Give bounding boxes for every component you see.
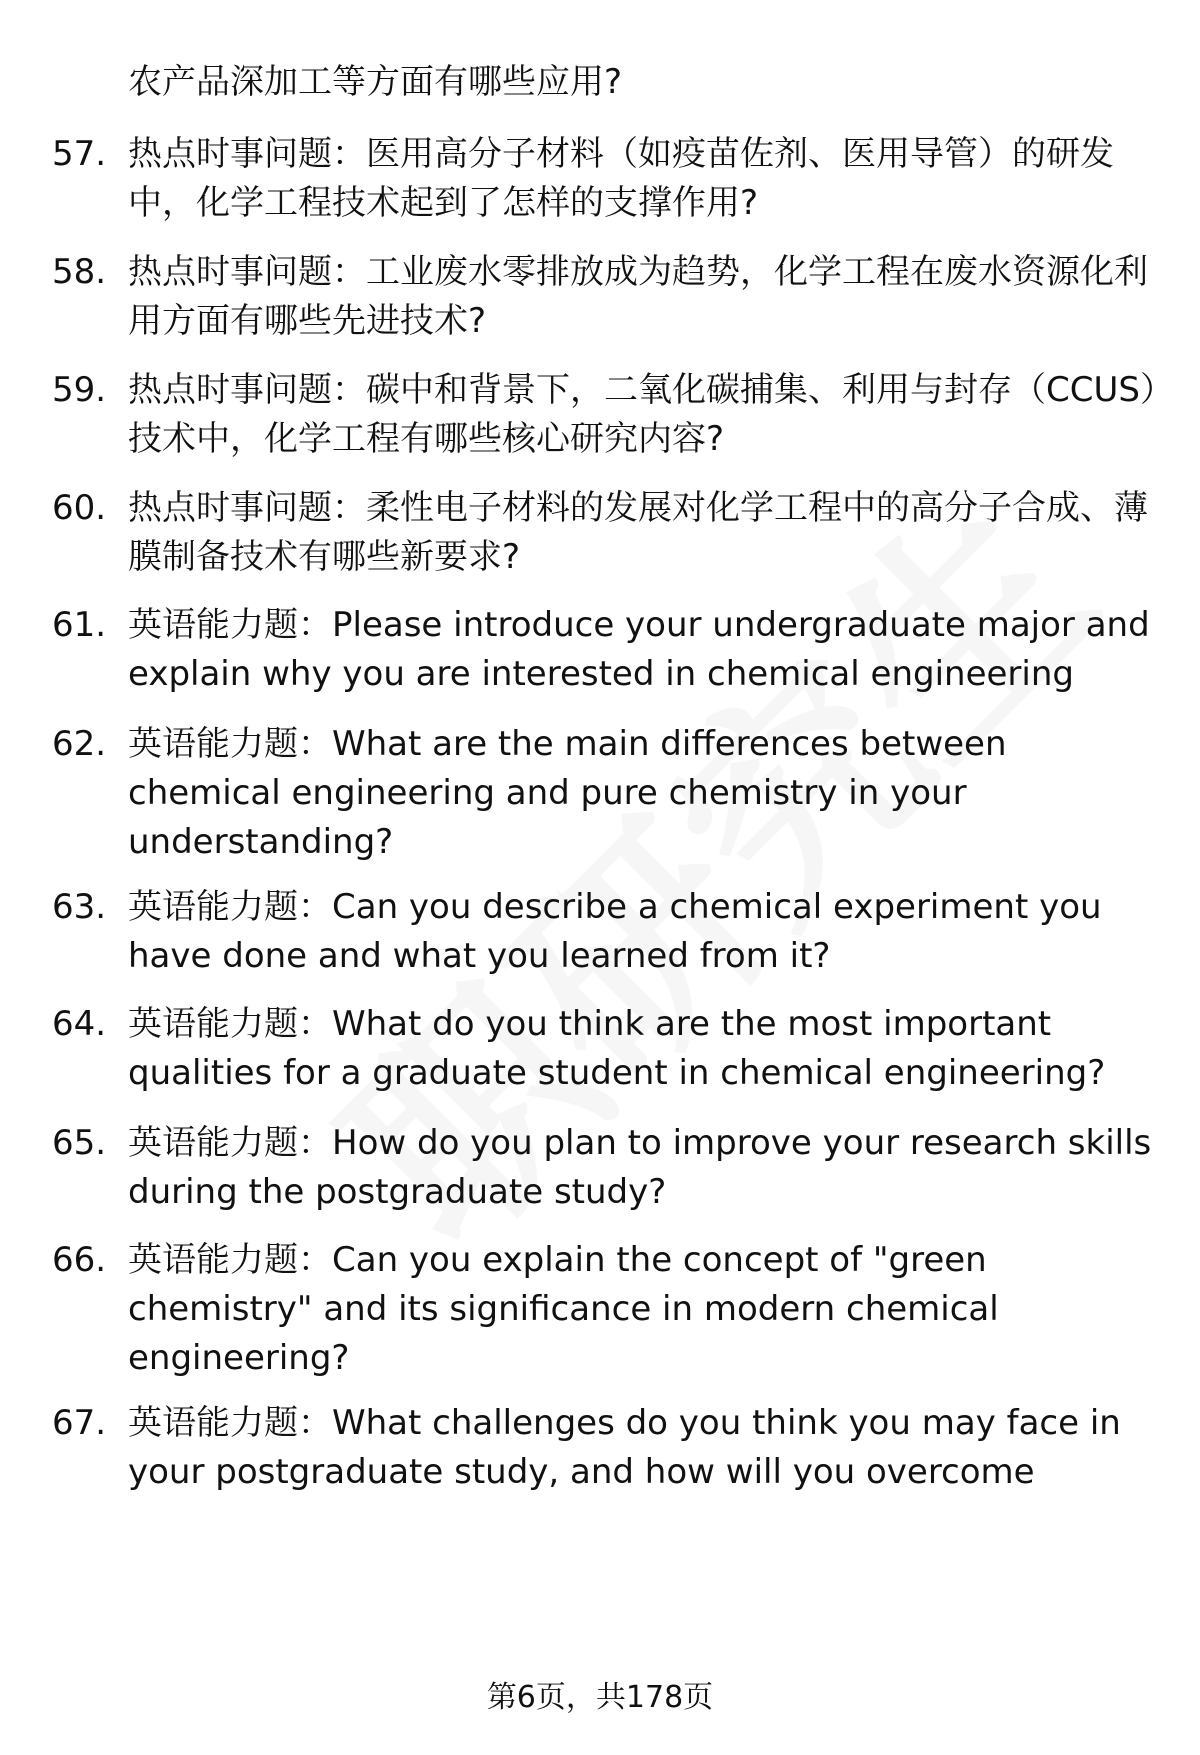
question-number: 57. <box>52 134 107 174</box>
question-number: 63. <box>52 887 107 927</box>
question-text: 热点时事问题：柔性电子材料的发展对化学工程中的高分子合成、薄膜制备技术有哪些新要求? <box>128 488 1148 577</box>
question-text: 英语能力题：How do you plan to improve your research skills during the postgraduate study? <box>128 1123 1152 1212</box>
question-text: 英语能力题：What challenges do you think you may face in your postgraduate study, and how will you overcome <box>128 1403 1121 1492</box>
question-text: 热点时事问题：医用高分子材料（如疫苗佐剂、医用导管）的研发中，化学工程技术起到了怎样的支撑作用? <box>128 134 1114 223</box>
question-number: 59. <box>52 370 107 410</box>
question-text: 英语能力题：What are the main differences between chemical engineering and pure chemistry in your understanding? <box>128 724 1007 862</box>
question-text: 英语能力题：What do you think are the most important qualities for a graduate student in chemical engineering? <box>128 1004 1106 1093</box>
question-number: 65. <box>52 1123 107 1163</box>
question-number: 62. <box>52 724 107 764</box>
question-number: 61. <box>52 605 107 645</box>
question-number: 58. <box>52 252 107 292</box>
question-number: 60. <box>52 488 107 528</box>
question-text: 热点时事问题：工业废水零排放成为趋势，化学工程在废水资源化利用方面有哪些先进技术? <box>128 252 1148 341</box>
continuation-text: 农产品深加工等方面有哪些应用? <box>128 62 623 102</box>
page-footer: 第6页，共178页 <box>486 1680 714 1715</box>
question-number: 66. <box>52 1240 107 1280</box>
question-number: 64. <box>52 1004 107 1044</box>
question-text: 英语能力题：Can you explain the concept of "green chemistry" and its significance in modern chemical engineering? <box>128 1240 999 1378</box>
question-text: 英语能力题：Can you describe a chemical experiment you have done and what you learned from it? <box>128 887 1102 976</box>
question-text: 英语能力题：Please introduce your undergraduate major and explain why you are interested in chemical engineering <box>128 605 1150 694</box>
question-number: 67. <box>52 1403 107 1443</box>
question-text: 热点时事问题：碳中和背景下，二氧化碳捕集、利用与封存（CCUS）技术中，化学工程有哪些核心研究内容? <box>128 370 1157 459</box>
